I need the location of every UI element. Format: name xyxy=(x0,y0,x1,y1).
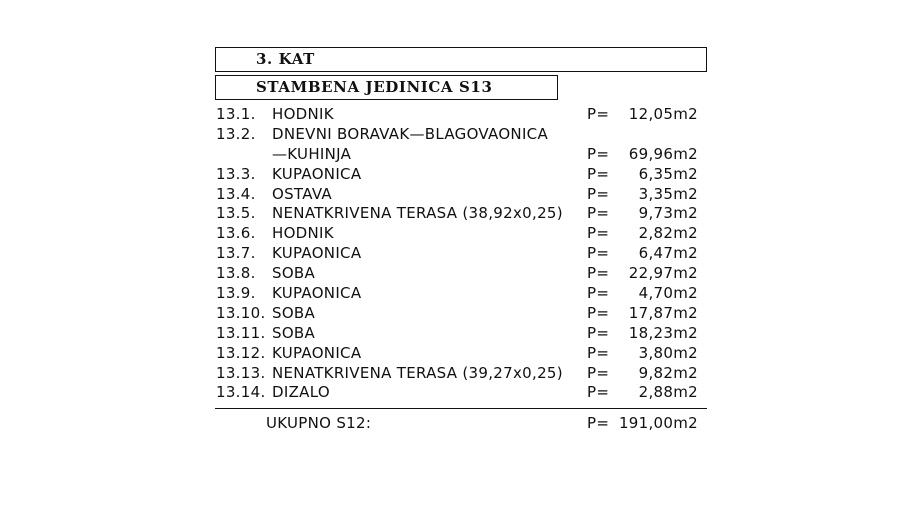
room-number: 13.12. xyxy=(216,343,266,362)
area-prefix: P= xyxy=(587,105,610,123)
room-name: KUPAONICA xyxy=(272,284,362,303)
room-name: SOBA xyxy=(272,264,316,283)
area-prefix: P= xyxy=(587,164,610,183)
room-area: 18,23m2 xyxy=(628,323,698,342)
room-number: 13.3. xyxy=(216,164,256,183)
room-area: 22,97m2 xyxy=(628,264,698,283)
total-area-prefix: P= xyxy=(587,414,610,432)
area-prefix: P= xyxy=(587,184,610,203)
room-name: NENATKRIVENA TERASA (39,27x0,25) xyxy=(272,363,563,382)
room-area: 6,47m2 xyxy=(638,244,698,263)
room-area: 6,35m2 xyxy=(638,164,698,183)
area-prefix: P= xyxy=(587,343,610,362)
unit-title-box xyxy=(215,75,558,100)
room-row xyxy=(216,204,706,224)
room-row xyxy=(216,244,706,264)
area-prefix: P= xyxy=(587,144,610,163)
room-area: 2,82m2 xyxy=(638,224,698,243)
room-row xyxy=(216,324,706,344)
room-area: 9,73m2 xyxy=(638,204,698,223)
room-row xyxy=(216,125,706,145)
room-name: DIZALO xyxy=(272,383,330,402)
room-number: 13.14. xyxy=(216,383,266,402)
area-prefix: P= xyxy=(587,284,610,303)
room-name: HODNIK xyxy=(272,105,334,123)
area-prefix: P= xyxy=(587,323,610,342)
room-row xyxy=(216,284,706,304)
room-area: 3,80m2 xyxy=(638,343,698,362)
room-name: SOBA xyxy=(272,323,316,342)
room-number: 13.4. xyxy=(216,184,256,203)
area-prefix: P= xyxy=(587,383,610,402)
floor-title-box xyxy=(215,47,707,72)
room-number: 13.5. xyxy=(216,204,256,223)
total-label: UKUPNO S12: xyxy=(266,414,372,432)
room-number: 13.9. xyxy=(216,284,256,303)
room-list xyxy=(216,105,706,403)
room-row xyxy=(216,364,706,384)
area-prefix: P= xyxy=(587,204,610,223)
room-row xyxy=(216,224,706,244)
room-row xyxy=(216,185,706,205)
area-prefix: P= xyxy=(587,303,610,322)
room-number: 13.13. xyxy=(216,363,266,382)
total-divider xyxy=(215,408,707,409)
room-row xyxy=(216,264,706,284)
room-area: 69,96m2 xyxy=(628,144,698,163)
room-name: KUPAONICA xyxy=(272,164,362,183)
unit-title: STAMBENA JEDINICA S13 xyxy=(256,78,493,96)
room-area: 17,87m2 xyxy=(628,303,698,322)
total-area-value: 191,00m2 xyxy=(618,414,698,432)
room-number: 13.10. xyxy=(216,303,266,322)
area-prefix: P= xyxy=(587,224,610,243)
room-area: 4,70m2 xyxy=(638,284,698,303)
room-name: KUPAONICA xyxy=(272,343,362,362)
room-number: 13.2. xyxy=(216,124,256,143)
room-row xyxy=(216,105,706,125)
room-row xyxy=(216,165,706,185)
room-area: 12,05m2 xyxy=(628,105,698,123)
room-name: —KUHINJA xyxy=(272,144,352,163)
room-name: OSTAVA xyxy=(272,184,332,203)
room-area: 9,82m2 xyxy=(638,363,698,382)
room-name: SOBA xyxy=(272,303,316,322)
room-number: 13.8. xyxy=(216,264,256,283)
area-prefix: P= xyxy=(587,363,610,382)
room-area: 3,35m2 xyxy=(638,184,698,203)
room-name: KUPAONICA xyxy=(272,244,362,263)
room-name: DNEVNI BORAVAK—BLAGOVAONICA xyxy=(272,124,549,143)
room-row xyxy=(216,383,706,403)
room-number: 13.7. xyxy=(216,244,256,263)
room-number: 13.1. xyxy=(216,105,256,123)
area-prefix: P= xyxy=(587,244,610,263)
floor-title: 3. KAT xyxy=(256,50,315,68)
room-row xyxy=(216,344,706,364)
total-row xyxy=(216,412,706,434)
room-name: NENATKRIVENA TERASA (38,92x0,25) xyxy=(272,204,563,223)
room-name: HODNIK xyxy=(272,224,334,243)
room-area: 2,88m2 xyxy=(638,383,698,402)
room-number: 13.11. xyxy=(216,323,266,342)
area-prefix: P= xyxy=(587,264,610,283)
room-row xyxy=(216,304,706,324)
room-row xyxy=(216,145,706,165)
room-number: 13.6. xyxy=(216,224,256,243)
